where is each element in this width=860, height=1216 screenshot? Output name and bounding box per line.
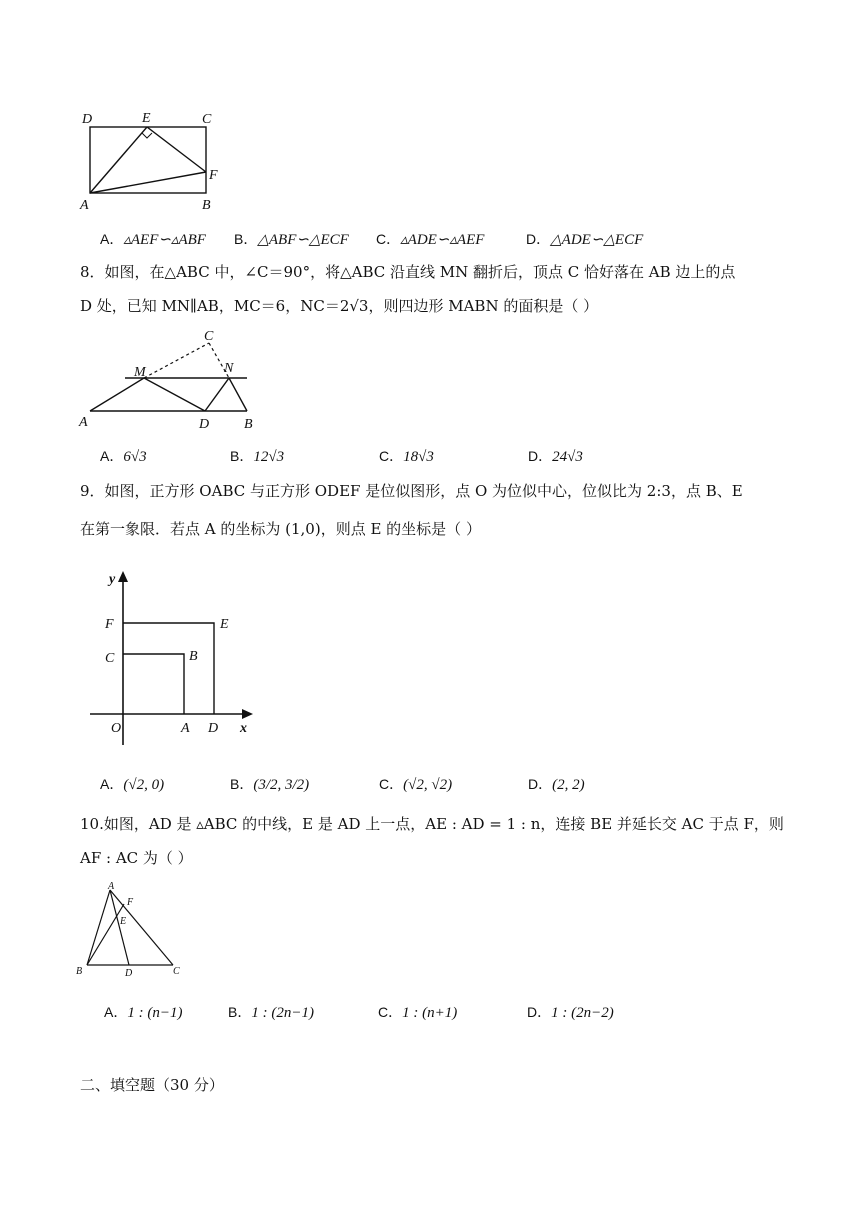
q7-option-a[interactable]: A．▵AEF∽▵ABF <box>100 231 206 248</box>
q9-label-y: y <box>109 572 116 587</box>
q8-option-c[interactable]: C．18√3 <box>379 448 434 465</box>
q9-label-F: F <box>105 617 114 632</box>
q8-question-line1: 8．如图，在△ABC 中，∠C＝90°，将△ABC 沿直线 MN 翻折后，顶点 C 恰好落在 AB 边上的点 <box>80 263 736 281</box>
q10-question-line2: AF : AC 为（ ） <box>80 849 193 867</box>
q7-label-B: B <box>202 198 211 213</box>
q7-option-b[interactable]: B．△ABF∽△ECF <box>234 231 349 248</box>
q9-label-C: C <box>105 651 115 666</box>
q7-option-c[interactable]: C．▵ADE∽▵AEF <box>376 231 485 248</box>
q10-question-line1: 10.如图，AD 是 ▵ABC 的中线，E 是 AD 上一点，AE : AD = 1 : n，连接 BE 并延长交 AC 于点 F，则 <box>80 815 784 833</box>
q10-label-E: E <box>120 916 127 927</box>
q7-label-D: D <box>82 112 93 127</box>
q7-label-F: F <box>209 168 218 183</box>
q8-option-a[interactable]: A．6√3 <box>100 448 147 465</box>
q8-label-C: C <box>204 329 214 344</box>
section-title: 二、填空题（30 分） <box>80 1076 224 1094</box>
q10-option-d[interactable]: D．1 : (2n−2) <box>527 1004 614 1021</box>
q10-option-b[interactable]: B．1 : (2n−1) <box>228 1004 314 1021</box>
q10-label-A: A <box>108 881 115 892</box>
q9-label-A: A <box>181 721 190 736</box>
q9-label-B: B <box>189 649 198 664</box>
q8-label-A: A <box>79 415 88 430</box>
q9-label-O: O <box>111 721 122 736</box>
q10-label-D: D <box>125 968 133 979</box>
q8-question-line2: D 处，已知 MN∥AB，MC＝6，NC＝2√3，则四边形 MABN 的面积是（ ） <box>80 297 599 315</box>
q9-figure <box>85 565 265 750</box>
q10-figure <box>72 880 192 980</box>
q9-label-x: x <box>240 721 247 736</box>
q9-option-c[interactable]: C．(√2, √2) <box>379 776 453 793</box>
q7-option-d[interactable]: D．△ADE∽△ECF <box>526 231 644 248</box>
q10-label-B: B <box>76 966 83 977</box>
q8-option-b[interactable]: B．12√3 <box>230 448 285 465</box>
q9-label-E: E <box>220 617 229 632</box>
q9-question-line1: 9．如图，正方形 OABC 与正方形 ODEF 是位似图形，点 O 为位似中心，位似比为 2:3，点 B、E <box>80 482 743 500</box>
q9-option-a[interactable]: A．(√2, 0) <box>100 776 165 793</box>
q8-option-d[interactable]: D．24√3 <box>528 448 583 465</box>
q10-label-F: F <box>127 897 134 908</box>
q9-question-line2: 在第一象限．若点 A 的坐标为 (1,0)，则点 E 的坐标是（ ） <box>80 520 481 538</box>
q8-figure <box>75 325 275 435</box>
q10-label-C: C <box>173 966 180 977</box>
q9-option-b[interactable]: B．(3/2, 3/2) <box>230 776 310 793</box>
q8-label-B: B <box>244 417 253 432</box>
q8-label-D: D <box>199 417 210 432</box>
q8-label-N: N <box>224 361 234 376</box>
q10-option-c[interactable]: C．1 : (n+1) <box>378 1004 458 1021</box>
q7-label-A: A <box>80 198 89 213</box>
q7-label-C: C <box>202 112 212 127</box>
q7-label-E: E <box>142 111 151 126</box>
q9-option-d[interactable]: D．(2, 2) <box>528 776 585 793</box>
q7-figure <box>75 108 235 213</box>
q8-label-M: M <box>134 365 146 380</box>
q9-label-D: D <box>208 721 219 736</box>
q10-option-a[interactable]: A．1 : (n−1) <box>104 1004 183 1021</box>
